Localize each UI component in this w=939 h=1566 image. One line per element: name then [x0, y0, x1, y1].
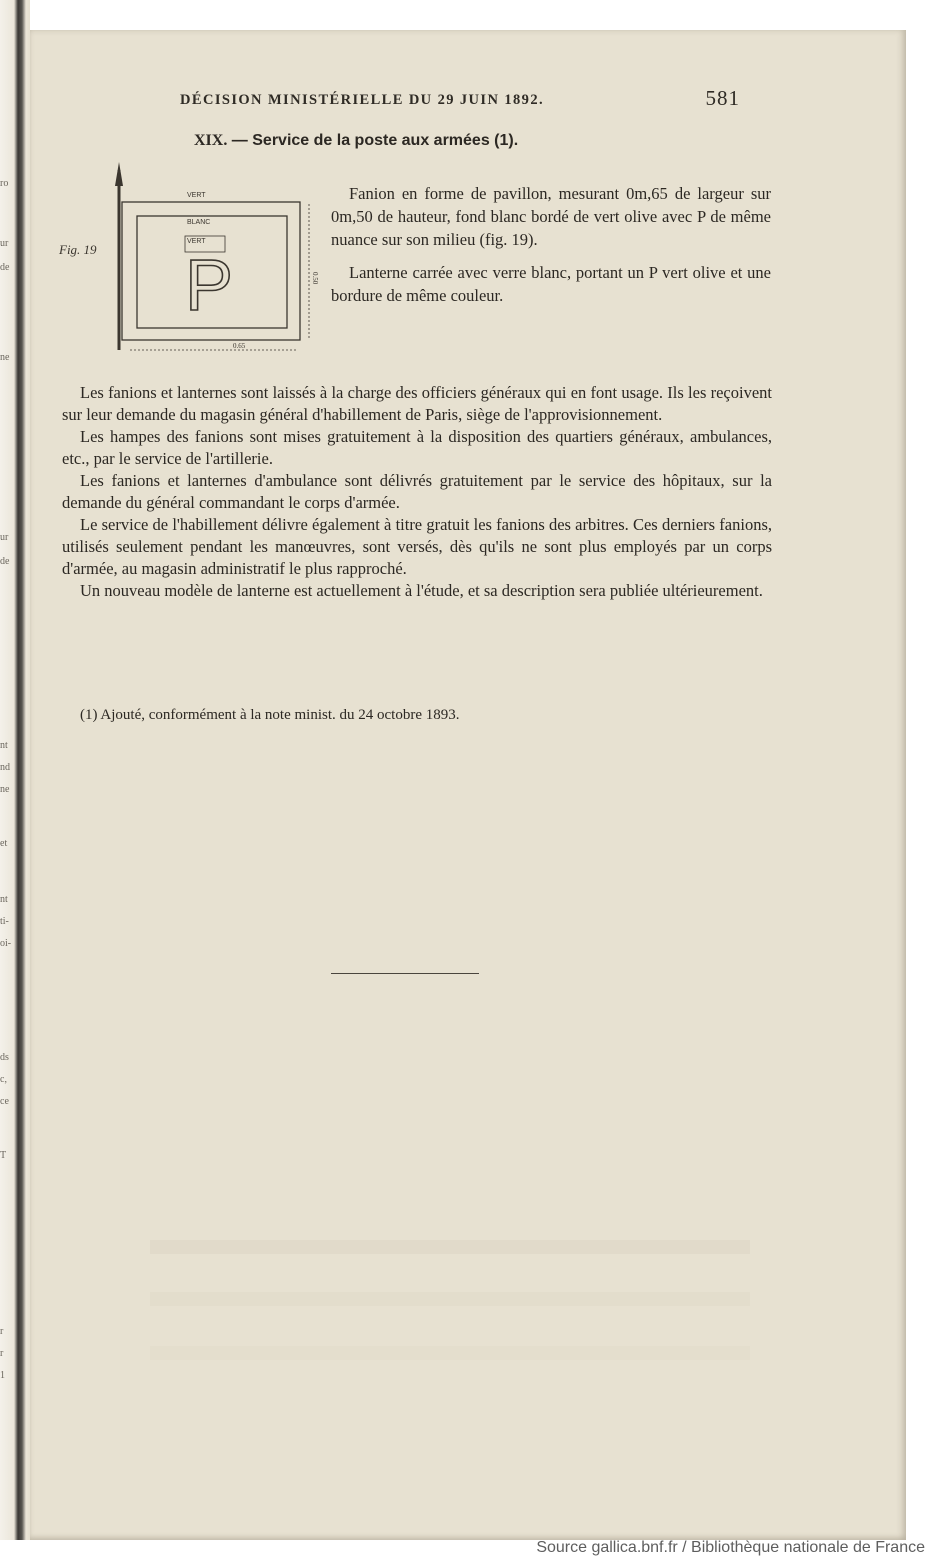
body-paragraph: Les fanions et lanternes sont laissés à la charge des officiers généraux qui en font usage. Ils les reçoivent sur leur demande du magasin général d'habillement de Paris, siège de l'approvisionnement.: [62, 383, 772, 424]
description-paragraph: Lanterne carrée avec verre blanc, portant un P vert olive et une bordure de même couleur.: [331, 263, 771, 305]
margin-fragment: ne: [0, 352, 10, 363]
section-heading: [194, 132, 654, 150]
show-through-texture: [150, 1240, 750, 1254]
margin-fragment: nd: [0, 762, 10, 773]
footnote: (1) Ajouté, conformément à la note minist. du 24 octobre 1893.: [80, 707, 460, 723]
margin-fragment: ce: [0, 1096, 9, 1107]
flag-description: [331, 182, 771, 307]
source-credit: Source gallica.bnf.fr / Bibliothèque nationale de France: [536, 1539, 925, 1556]
figure-label: Fig. 19: [59, 242, 97, 257]
description-paragraph: Fanion en forme de pavillon, mesurant 0m,65 de largeur sur 0m,50 de hauteur, fond blanc bordé de vert olive avec P de même nuance sur son milieu (fig. 19).: [331, 184, 771, 249]
body-paragraph: Les fanions et lanternes d'ambulance sont délivrés gratuitement par le service des hôpitaux, sur la demande du général commandant le corps d'armée.: [62, 471, 772, 512]
flag-diagram: [75, 160, 355, 360]
body-paragraph: Le service de l'habillement délivre également à titre gratuit les fanions des arbitres. Ces derniers fanions, utilisés seulement pendant les manœuvres, sont versés, dès qu'ils ne sont plus employés par un corps d'armée, au magasin administratif le plus rapproché.: [62, 515, 772, 578]
page-number: 581: [705, 86, 740, 110]
margin-fragment: nt: [0, 740, 8, 751]
margin-fragment: oi-: [0, 938, 12, 949]
border-color-label: VERT: [187, 192, 206, 199]
margin-fragment: ro: [0, 178, 9, 189]
margin-fragment: T: [0, 1150, 7, 1161]
field-color-label: BLANC: [187, 219, 211, 226]
body-paragraph: Les hampes des fanions sont mises gratuitement à la disposition des quartiers généraux, ambulances, etc., par le service de l'artillerie.: [62, 427, 772, 468]
flag-figure: [59, 160, 355, 360]
margin-fragment: r: [0, 1348, 4, 1359]
margin-fragment: et: [0, 838, 8, 849]
margin-fragment: ti-: [0, 916, 9, 927]
section-number: XIX.: [194, 132, 228, 149]
margin-fragment: 1: [0, 1370, 5, 1381]
margin-fragment: de: [0, 262, 10, 273]
body-text: [62, 382, 772, 602]
book-page: [30, 30, 906, 1540]
letter-color-label: VERT: [187, 238, 206, 245]
section-dash: —: [231, 132, 248, 149]
margin-fragment: ds: [0, 1052, 9, 1063]
section-title-text: Service de la poste aux armées: [252, 132, 490, 149]
margin-fragment: ur: [0, 238, 9, 249]
margin-fragment: de: [0, 556, 10, 567]
show-through-texture: [150, 1292, 750, 1306]
flag-letter: P: [185, 246, 234, 326]
margin-fragment: ne: [0, 784, 10, 795]
running-head-title: DÉCISION MINISTÉRIELLE DU 29 JUIN 1892.: [180, 92, 544, 108]
section-end-rule: [331, 973, 479, 974]
margin-fragment: nt: [0, 894, 8, 905]
height-dimension-label: 0.50: [311, 272, 319, 285]
footnote-reference: (1).: [494, 132, 519, 149]
margin-fragment: r: [0, 1326, 4, 1337]
running-head: [180, 86, 740, 116]
show-through-texture: [150, 1346, 750, 1360]
margin-fragment: ur: [0, 532, 9, 543]
body-paragraph: Un nouveau modèle de lanterne est actuellement à l'étude, et sa description sera publiée ultérieurement.: [80, 581, 763, 600]
margin-fragment: c,: [0, 1074, 7, 1085]
flagpole-finial: [115, 162, 123, 186]
width-dimension-label: 0.65: [233, 342, 246, 350]
